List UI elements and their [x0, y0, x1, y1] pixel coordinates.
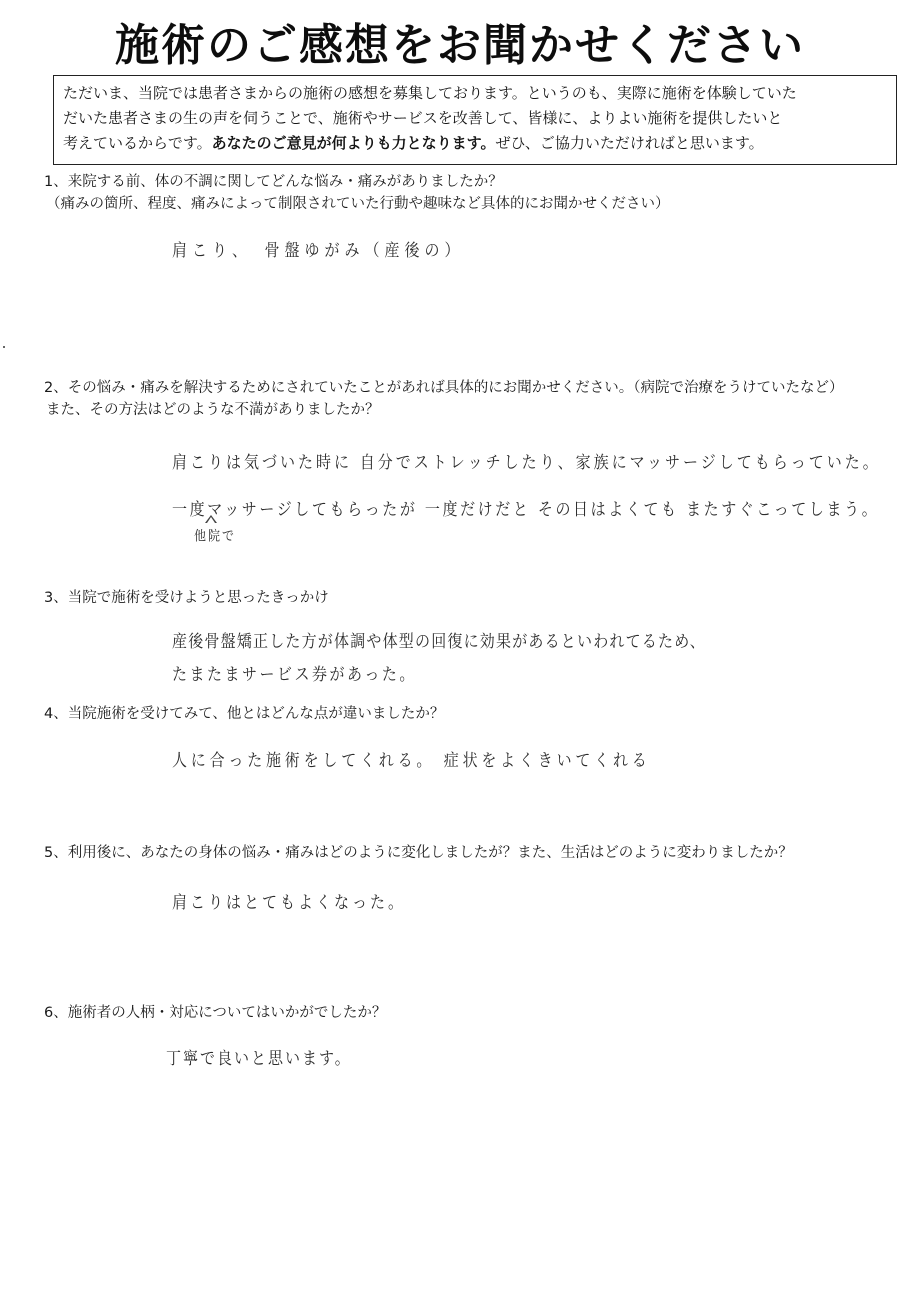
question-1-text: 1、来院する前、体の不調に関してどんな悩み・痛みがありましたか？ — [44, 174, 503, 190]
question-3-text: 3、当院で施術を受けようと思ったきっかけ — [44, 590, 329, 606]
intro-emphasis: あなたのご意見が何よりも力となります。 — [211, 134, 496, 152]
answer-2-line-2: 一度マッサージしてもらったが 一度だけだと その日はよくても またすぐこってしまう。 — [172, 499, 880, 520]
question-5-text: 5、利用後に、あなたの身体の悩み・痛みはどのように変化しましたが？また、生活はどのように変わりましたか？ — [44, 845, 793, 861]
answer-2-line-1: 肩こりは気づいた時に 自分でストレッチしたり、家族にマッサージしてもらっていた。 — [172, 452, 881, 473]
question-5 — [44, 842, 904, 864]
intro-line-3-start: 考えているからです。 — [63, 134, 212, 152]
answer-3-line-2: たまたまサービス券があった。 — [172, 664, 417, 685]
intro-line-2: だいた患者さまの生の声を伺うことで、施術やサービスを改善して、皆様に、よりよい施術を提供したいと — [63, 109, 783, 127]
answer-1: 肩こり、 骨盤ゆがみ（産後の） — [172, 240, 465, 261]
intro-line-3-end: ぜひ、ご協力いただければと思います。 — [495, 134, 764, 152]
page-title: 施術のご感想をお聞かせください — [115, 20, 805, 71]
question-1 — [44, 171, 904, 215]
answer-6: 丁寧で良いと思います。 — [166, 1048, 352, 1069]
question-4-text: 4、当院施術を受けてみて、他とはどんな点が違いましたか？ — [44, 706, 445, 722]
question-1-subtext: （痛みの箇所、程度、痛みによって制限されていた行動や趣味など具体的にお聞かせください） — [46, 196, 670, 212]
question-2-text: 2、その悩み・痛みを解決するためにされていたことがあれば具体的にお聞かせください。（病院で治療をうけていたなど） — [44, 380, 844, 396]
answer-5: 肩こりはとてもよくなった。 — [172, 892, 407, 913]
question-6-text: 6、施術者の人柄・対応についてはいかがでしたか？ — [44, 1005, 387, 1021]
question-6 — [44, 1002, 904, 1024]
question-2 — [44, 377, 904, 421]
insert-caret — [205, 515, 217, 523]
intro-line-3 — [63, 131, 888, 156]
answer-2-insert-note: 他院で — [194, 528, 237, 544]
intro-line-1: ただいま、当院では患者さまからの施術の感想を募集しております。というのも、実際に施術を体験していた — [63, 84, 797, 102]
answer-3-line-1: 産後骨盤矯正した方が体調や体型の回復に効果があるといわれてるため、 — [172, 631, 707, 652]
scan-speck — [3, 346, 5, 348]
question-4 — [44, 703, 904, 725]
question-3 — [44, 587, 904, 609]
intro-box — [53, 75, 897, 165]
question-2-subtext: また、その方法はどのような不満がありましたか？ — [46, 402, 380, 418]
answer-4: 人に合った施術をしてくれる。 症状をよくきいてくれる — [172, 750, 651, 771]
